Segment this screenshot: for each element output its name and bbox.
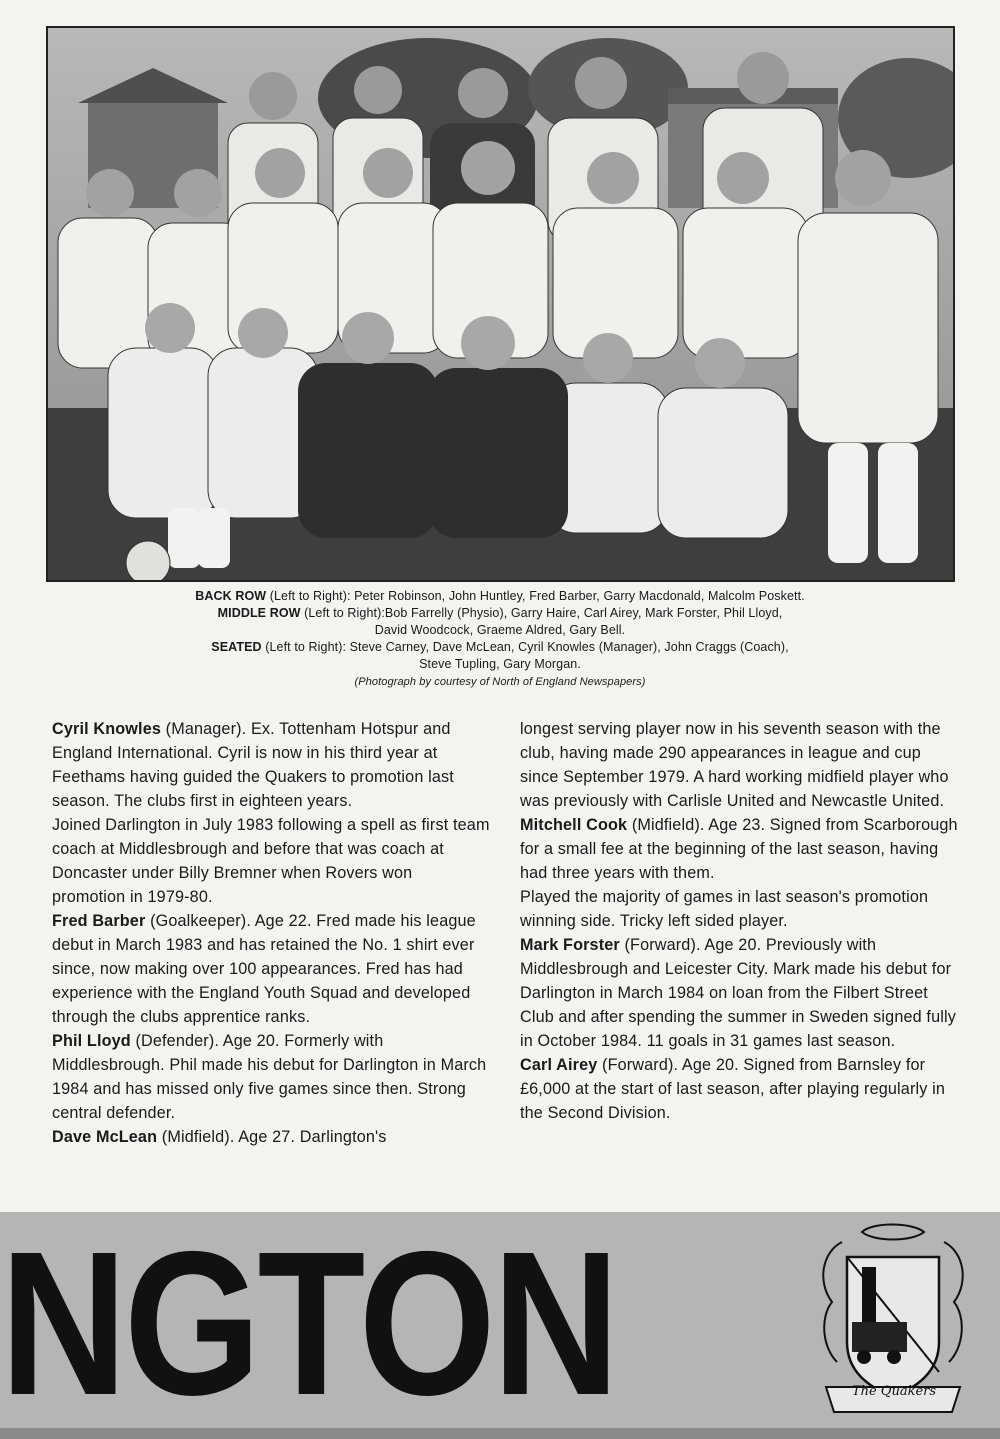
banner-word: NGTON xyxy=(0,1229,617,1419)
paragraph: Fred Barber (Goalkeeper). Age 22. Fred made his league debut in March 1983 and has retained the No. 1 shirt ever since, now making over 100 appearances. Fred has had experience with the England Youth Squad and developed through the clubs apprentice ranks. xyxy=(52,912,476,1026)
crest-motto: The Quakers xyxy=(851,1384,937,1399)
paragraph: Played the majority of games in last season's promotion winning side. Tricky left sided player. xyxy=(520,888,929,930)
left-column xyxy=(52,717,490,1197)
paragraph: Carl Airey (Forward). Age 20. Signed from Barnsley for £6,000 at the start of last season, after playing regularly in the Second Division. xyxy=(520,1056,946,1122)
article-body xyxy=(52,717,958,1197)
caption-seated: SEATED (Left to Right): Steve Carney, Dave McLean, Cyril Knowles (Manager), John Craggs (Coach), xyxy=(211,640,789,654)
photo-caption xyxy=(60,588,940,691)
right-column xyxy=(520,717,958,1197)
caption-back-row: BACK ROW (Left to Right): Peter Robinson, John Huntley, Fred Barber, Garry Macdonald, Malcolm Poskett. xyxy=(195,589,805,603)
paragraph: Mitchell Cook (Midfield). Age 23. Signed from Scarborough for a small fee at the beginning of the last season, having had three years with them. xyxy=(520,816,958,882)
paragraph: Joined Darlington in July 1983 following a spell as first team coach at Middlesbrough and before that was coach at Doncaster under Billy Bremner when Rovers won promotion in 1979-80. xyxy=(52,816,490,906)
caption-middle-row: MIDDLE ROW (Left to Right):Bob Farrelly (Physio), Garry Haire, Carl Airey, Mark Forster, Phil Lloyd, xyxy=(217,606,783,620)
bottom-strip xyxy=(0,1428,1000,1439)
caption-seated-cont: Steve Tupling, Gary Morgan. xyxy=(419,657,581,671)
paragraph: longest serving player now in his seventh season with the club, having made 290 appearances in league and cup since September 1979. A hard working midfield player who was previously with Carlisle United and Newcastle United. xyxy=(520,720,949,810)
caption-middle-row-cont: David Woodcock, Graeme Aldred, Gary Bell. xyxy=(374,623,626,637)
paragraph: Mark Forster (Forward). Age 20. Previously with Middlesbrough and Leicester City. Mark made his debut for Darlington in March 1984 on loan from the Filbert Street Club and after spending the summer in Sweden signed fully in October 1984. 11 goals in 31 games last season. xyxy=(520,936,956,1050)
team-photograph xyxy=(46,26,955,582)
paragraph: Phil Lloyd (Defender). Age 20. Formerly with Middlesbrough. Phil made his debut for Darlington in March 1984 and has missed only five games since then. Strong central defender. xyxy=(52,1032,487,1122)
paragraph: Dave McLean (Midfield). Age 27. Darlington's xyxy=(52,1128,387,1146)
paragraph: Cyril Knowles (Manager). Ex. Tottenham Hotspur and England International. Cyril is now in his third year at Feethams having guided the Quakers to promotion last season. The clubs first in eighteen years. xyxy=(52,720,454,810)
team-photo-illustration xyxy=(48,28,953,580)
photo-credit: (Photograph by courtesy of North of England Newspapers) xyxy=(354,676,646,688)
